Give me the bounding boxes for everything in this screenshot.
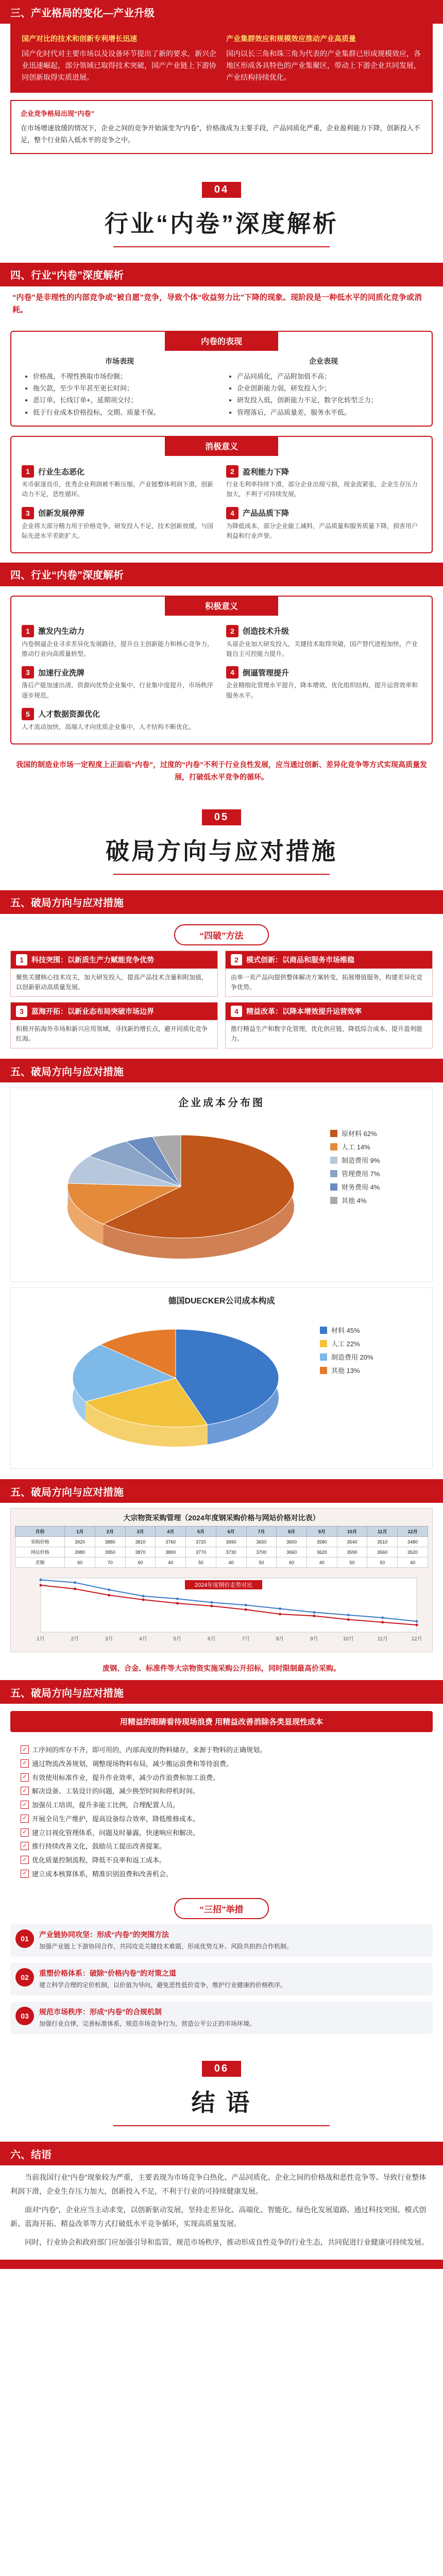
cost-distribution-chart bbox=[10, 1088, 433, 1282]
table-cell: 60 bbox=[125, 1557, 156, 1568]
sec3-left-body: 国产化时代对主要市场以及设备环节提出了新的要求，新兴企业迅速崛起，部分领域已取得技术突破，国产产业链上下游协同创新取得实质进展。 bbox=[22, 49, 216, 82]
three-moves-label: “三招”举措 bbox=[174, 1898, 269, 1919]
series-point bbox=[142, 1599, 145, 1601]
list-item-text: 解决设备、工装设计的问题，减少换型时间和停机时间。 bbox=[32, 1787, 200, 1795]
sec3-right-head: 产业集群效应和规模效应推动产业高质量 bbox=[226, 35, 356, 43]
number-badge: 3 bbox=[22, 666, 34, 679]
price-table bbox=[15, 1526, 428, 1568]
legend-label: 人工 14% bbox=[342, 1143, 370, 1151]
section-5-header bbox=[0, 890, 443, 914]
positive-item bbox=[22, 708, 217, 732]
check-icon: ✓ bbox=[21, 1787, 29, 1795]
check-icon: ✓ bbox=[21, 1745, 29, 1754]
list-item bbox=[21, 1855, 422, 1867]
list-item bbox=[21, 1800, 422, 1811]
method-desc: 推行精益生产和数字化管理，优化供应链，降低综合成本，提升盈利能力。 bbox=[231, 1025, 423, 1043]
table-cell: 60 bbox=[65, 1557, 95, 1568]
section-5e-title: 五、破局方向与应对措施 bbox=[10, 1687, 124, 1699]
table-cell: 3880 bbox=[95, 1537, 125, 1547]
section-5e-header bbox=[0, 1680, 443, 1704]
enterprise-list bbox=[228, 370, 419, 419]
step-head: 规范市场秩序：形成“内卷”的合规机制 bbox=[39, 2007, 162, 2016]
step-number: 01 bbox=[15, 1929, 34, 1948]
item-title: 创造技术升级 bbox=[243, 627, 289, 636]
table-cell: 3580 bbox=[306, 1537, 337, 1547]
section-3-header bbox=[0, 0, 443, 24]
item-title: 行业生态恶化 bbox=[38, 467, 85, 477]
item-title: 盈利能力下降 bbox=[243, 467, 289, 477]
step-desc: 加强行业自律，完善标准体系，规范市场竞争行为，营造公平公正的市场环境。 bbox=[39, 2020, 256, 2027]
x-tick-label: 5月 bbox=[173, 1636, 182, 1642]
section-4c-title: 四、行业“内卷”深度解析 bbox=[10, 570, 124, 582]
series-point bbox=[210, 1605, 213, 1607]
table-header: 5月 bbox=[186, 1527, 216, 1537]
four-methods-grid bbox=[0, 951, 443, 1049]
table-cell: 3690 bbox=[216, 1537, 246, 1547]
conclusion-paragraph: 同时，行业协会和政府部门应加强引导和监管，规范市场秩序，推动形成良性竞争的行业生态，共同促进行业健康可持续发展。 bbox=[25, 2238, 429, 2247]
x-tick-label: 6月 bbox=[208, 1636, 216, 1642]
price-table-title: 大宗物资采购管理（2024年度钢采购价格与网站价格对比表） bbox=[123, 1514, 320, 1522]
divider-05-title: 破局方向与应对措施 bbox=[106, 837, 337, 865]
list-item-text: 建立目视化管理体系，问题及时暴露，快速响应和解决。 bbox=[32, 1828, 200, 1837]
legend-swatch bbox=[320, 1367, 327, 1374]
table-cell: 3520 bbox=[398, 1547, 428, 1557]
divider-04-rule bbox=[113, 246, 330, 247]
series-point bbox=[108, 1589, 110, 1591]
table-cell: 3770 bbox=[186, 1547, 216, 1557]
step-number: 03 bbox=[15, 2007, 34, 2025]
step-head: 重塑价格体系：破除“价格内卷”的对策之道 bbox=[39, 1969, 176, 1977]
sec3-right bbox=[226, 33, 421, 83]
conclusion-paragraph: 当前我国行业“内卷”现象较为严重，主要表现为市场竞争白热化、产品同质化、企业之间的价格战和恶性竞争等。导致行业整体利润下滑，企业生存压力加大，创新投入不足，不利于行业的可持续健康发展。 bbox=[10, 2173, 427, 2195]
legend-label: 其他 4% bbox=[342, 1197, 367, 1205]
series-point bbox=[74, 1588, 76, 1590]
list-item: • 价格战，不理性换取市场份额； bbox=[33, 370, 215, 382]
market-list bbox=[24, 370, 215, 419]
table-cell: 3980 bbox=[65, 1547, 95, 1557]
table-cell: 网站价格 bbox=[15, 1547, 65, 1557]
list-item: • 拖欠款，至少半年甚至更长时间； bbox=[33, 382, 215, 394]
item-desc: 人才流动加快，高端人才向优质企业集中，人才结构不断优化。 bbox=[22, 723, 195, 731]
x-tick-label: 9月 bbox=[310, 1636, 318, 1642]
cost-pie-svg bbox=[11, 1109, 432, 1279]
check-icon: ✓ bbox=[21, 1815, 29, 1823]
table-cell: 50 bbox=[186, 1557, 216, 1568]
number-badge: 1 bbox=[22, 465, 34, 478]
legend-swatch bbox=[330, 1143, 337, 1150]
list-item: • 企业创新能力弱，研发投入少； bbox=[237, 382, 419, 394]
list-item bbox=[21, 1814, 422, 1825]
item-desc: 行业毛利率持续下滑，部分企业出现亏损，现金流紧张，企业生存压力加大，不利于可持续发展。 bbox=[226, 481, 418, 498]
legend-swatch bbox=[320, 1327, 327, 1334]
item-desc: 头部企业加大研发投入，关键技术取得突破，国产替代进程加快，产业链自主可控能力提升。 bbox=[226, 640, 418, 658]
table-cell: 3540 bbox=[337, 1537, 367, 1547]
table-header: 2月 bbox=[95, 1527, 125, 1537]
section-5d-header bbox=[0, 1479, 443, 1503]
method-box bbox=[225, 1002, 433, 1048]
series-point bbox=[176, 1602, 179, 1605]
table-cell: 3810 bbox=[125, 1537, 156, 1547]
legend-label: 制造费用 20% bbox=[331, 1353, 373, 1362]
x-tick-label: 7月 bbox=[242, 1636, 250, 1642]
number-badge: 1 bbox=[22, 625, 34, 637]
table-header: 11月 bbox=[367, 1527, 398, 1537]
number-badge: 2 bbox=[231, 954, 242, 965]
table-cell: 40 bbox=[306, 1557, 337, 1568]
item-title: 人才数据资源优化 bbox=[38, 710, 100, 719]
item-title: 倒逼管理提升 bbox=[243, 668, 289, 677]
table-cell: 70 bbox=[95, 1557, 125, 1568]
list-item bbox=[21, 1758, 422, 1770]
negative-item bbox=[226, 507, 421, 541]
item-title: 加速行业洗牌 bbox=[38, 668, 85, 677]
x-tick-label: 3月 bbox=[105, 1636, 113, 1642]
duecker-chart bbox=[10, 1287, 433, 1469]
table-cell: 3480 bbox=[398, 1537, 428, 1547]
series-point bbox=[313, 1611, 315, 1614]
table-cell: 3600 bbox=[277, 1537, 307, 1547]
series-point bbox=[313, 1615, 315, 1617]
divider-06-num: 06 bbox=[202, 2061, 241, 2077]
negative-item bbox=[226, 465, 421, 499]
table-cell: 3660 bbox=[277, 1547, 307, 1557]
steel-price-line-chart bbox=[15, 1568, 428, 1645]
table-header: 3月 bbox=[125, 1527, 156, 1537]
item-desc: 内卷倒逼企业寻求差异化发展路径，提升自主创新能力和核心竞争力，推动行业向高质量转型。 bbox=[22, 640, 214, 658]
item-desc: 劣币驱逐良币，优秀企业利润被不断压缩，产业链整体利润下滑，创新动力不足，恶性循环。 bbox=[22, 481, 214, 498]
table-cell: 3590 bbox=[337, 1547, 367, 1557]
table-header: 9月 bbox=[306, 1527, 337, 1537]
section-5b-title: 五、破局方向与应对措施 bbox=[10, 1066, 124, 1078]
conclusion-paragraph: 面对“内卷”，企业应当主动求变，以创新驱动发展，坚持走差异化、高端化、智能化、绿色化发展道路。通过科技突围、模式创新、蓝海开拓、精益改革等方式打破低水平竞争循环，实现高质量发展。 bbox=[10, 2206, 427, 2228]
cost-chart-title: 企业成本分布图 bbox=[178, 1097, 265, 1109]
section-6-title: 六、结语 bbox=[10, 2149, 52, 2161]
panel-manifestation-title: 内卷的表现 bbox=[165, 331, 278, 351]
step-head: 产业链协同攻坚：形成“内卷”的突围方法 bbox=[39, 1930, 169, 1939]
legend-label: 财务费用 4% bbox=[342, 1183, 380, 1192]
table-header-row bbox=[15, 1527, 428, 1537]
list-item bbox=[21, 1786, 422, 1798]
lean-banner: 用精益的眼睛看待现场浪费 用精益改善消除各类显现性成本 bbox=[10, 1711, 433, 1732]
item-desc: 企业精细化管理水平提升，降本增效，优化组织结构，提升运营效率和服务水平。 bbox=[226, 682, 418, 699]
method-title: 蓝海开拓：以新业态布局突破市场边界 bbox=[31, 1007, 154, 1015]
table-cell: 3800 bbox=[156, 1547, 186, 1557]
table-row bbox=[15, 1537, 428, 1547]
series-point bbox=[142, 1595, 145, 1598]
table-cell: 3920 bbox=[65, 1537, 95, 1547]
positive-item bbox=[22, 666, 217, 700]
panel-positive bbox=[10, 596, 433, 744]
panel-positive-title: 积极意义 bbox=[165, 596, 278, 616]
enterprise-column bbox=[228, 356, 419, 419]
series-point bbox=[245, 1604, 247, 1606]
check-icon: ✓ bbox=[21, 1801, 29, 1809]
method-box bbox=[10, 1002, 218, 1048]
table-cell: 40 bbox=[398, 1557, 428, 1568]
table-header: 4月 bbox=[156, 1527, 186, 1537]
method-title: 模式创新：以商品和服务市场维稳 bbox=[246, 955, 354, 964]
section-6-header bbox=[0, 2142, 443, 2165]
list-item-text: 推行持续改善文化，鼓励员工提出改善提案。 bbox=[32, 1842, 166, 1851]
market-column-head: 市场表现 bbox=[105, 357, 134, 365]
list-item: • 管理落后，产品质量差，服务水平低。 bbox=[237, 406, 419, 418]
item-title: 激发内生动力 bbox=[38, 627, 85, 636]
price-table-body bbox=[15, 1537, 428, 1568]
divider-04-num: 04 bbox=[202, 182, 241, 198]
section-4c-header bbox=[0, 563, 443, 586]
divider-04-title: 行业“内卷”深度解析 bbox=[105, 210, 338, 237]
legend-label: 人工 22% bbox=[331, 1340, 360, 1348]
duecker-pie-svg bbox=[11, 1306, 432, 1466]
divider-05-num: 05 bbox=[202, 809, 241, 825]
sec3-right-body: 国内以长三角和珠三角为代表的产业集群已形成规模效应，各地区形成各具特色的产业集聚区，带动上下游企业共同发展，产业结构持续优化。 bbox=[226, 49, 421, 82]
item-desc: 落后产能加速出清，资源向优势企业集中，行业集中度提升，市场秩序逐步规范。 bbox=[22, 682, 214, 699]
table-cell: 50 bbox=[246, 1557, 277, 1568]
list-item: • 研发投入低，创新能力不足，数字化转型乏力； bbox=[237, 394, 419, 406]
table-cell: 3950 bbox=[95, 1547, 125, 1557]
method-box bbox=[225, 951, 433, 997]
table-header: 7月 bbox=[246, 1527, 277, 1537]
section-3-title: 三、产业格局的变化—产业升级 bbox=[10, 7, 155, 19]
lean-check-list bbox=[10, 1739, 433, 1888]
table-cell: 差额 bbox=[15, 1557, 65, 1568]
sec4-lead: “内卷”是非理性的内部竞争或“被自愿”竞争，导致个体“收益努力比”下降的现象。现阶段是一种低水平的同质化竞争或消耗。 bbox=[12, 293, 422, 314]
table-cell: 40 bbox=[156, 1557, 186, 1568]
method-title: 科技突围：以新质生产力赋能竞争优势 bbox=[31, 955, 154, 964]
negative-item bbox=[22, 465, 217, 499]
legend-swatch bbox=[320, 1340, 327, 1347]
method-title: 精益改革：以降本增效提升运营效率 bbox=[246, 1007, 362, 1015]
panel-negative-title: 消极意义 bbox=[165, 436, 278, 456]
number-badge: 5 bbox=[22, 708, 34, 720]
legend-swatch bbox=[330, 1183, 337, 1191]
list-item-text: 优化质量控制流程，降低不良率和返工成本。 bbox=[32, 1856, 166, 1865]
number-badge: 3 bbox=[22, 507, 34, 519]
item-desc: 企业将大部分精力用于价格竞争，研发投入不足，技术创新放缓，与国际先进水平差距扩大。 bbox=[22, 522, 214, 539]
table-cell: 3760 bbox=[156, 1537, 186, 1547]
check-icon: ✓ bbox=[21, 1773, 29, 1782]
list-item-text: 建立成本核算体系，精准识别浪费和改善机会。 bbox=[32, 1870, 173, 1878]
series-point bbox=[279, 1607, 281, 1610]
check-icon: ✓ bbox=[21, 1842, 29, 1850]
number-badge: 4 bbox=[231, 1006, 242, 1017]
list-item: • 恶订单，长线订单+，延期项交付； bbox=[33, 394, 215, 406]
table-cell: 50 bbox=[337, 1557, 367, 1568]
section-5b-header bbox=[0, 1059, 443, 1082]
duecker-chart-title: 德国DUECKER公司成本构成 bbox=[168, 1297, 275, 1306]
series-point bbox=[347, 1614, 350, 1617]
number-badge: 2 bbox=[226, 625, 238, 637]
legend-swatch bbox=[330, 1130, 337, 1137]
sec3-left-head: 国产对比的技术和创新专利增长迅速 bbox=[22, 35, 137, 43]
series-point bbox=[416, 1624, 418, 1626]
procurement-summary: 废钢、合金、标准件等大宗物资实施采购公开招标，同时限制最高价采购。 bbox=[103, 1664, 340, 1673]
table-header: 月份 bbox=[15, 1527, 65, 1537]
list-item bbox=[21, 1841, 422, 1853]
legend-label: 管理费用 7% bbox=[342, 1170, 380, 1178]
list-item: • 产品同质化，产品附加值不高； bbox=[237, 370, 419, 382]
number-badge: 3 bbox=[16, 1006, 27, 1017]
section-4-title: 四、行业“内卷”深度解析 bbox=[10, 270, 124, 282]
list-item: • 低于行业成本价格投标，交期、质量不保。 bbox=[33, 406, 215, 418]
section-5-title: 五、破局方向与应对措施 bbox=[10, 897, 124, 909]
step-desc: 建立科学合理的定价机制，以价值为导向，避免恶性低价竞争，维护行业健康的价格秩序。 bbox=[39, 1981, 287, 1989]
series-point bbox=[416, 1620, 418, 1623]
list-item-text: 有效使用标准作业，提升作业效率，减少动作浪费和加工浪费。 bbox=[32, 1773, 220, 1782]
x-tick-label: 2月 bbox=[71, 1636, 79, 1642]
number-badge: 4 bbox=[226, 507, 238, 519]
check-icon: ✓ bbox=[21, 1856, 29, 1864]
divider-05 bbox=[0, 789, 443, 890]
list-item bbox=[21, 1744, 422, 1756]
table-cell: 3700 bbox=[246, 1547, 277, 1557]
market-column bbox=[24, 356, 215, 419]
positive-item bbox=[22, 625, 217, 659]
sec3-card-body: 在市场增速放缓的情况下，企业之间的竞争开始演变为“内卷”，价格战成为主要手段，产品同质化严重，企业盈利能力下降，创新投入不足，整个行业陷入低水平的竞争之中。 bbox=[21, 124, 420, 144]
method-box bbox=[10, 951, 218, 997]
table-cell: 50 bbox=[367, 1557, 398, 1568]
panel-manifestation bbox=[10, 331, 433, 427]
sec3-card bbox=[10, 100, 433, 154]
x-tick-label: 4月 bbox=[139, 1636, 147, 1642]
legend-swatch bbox=[320, 1353, 327, 1361]
divider-04 bbox=[0, 161, 443, 263]
series-point bbox=[347, 1618, 350, 1621]
list-item bbox=[21, 1869, 422, 1880]
item-desc: 为降低成本，部分企业偷工减料，产品质量和服务质量下降，损害用户利益和行业声誉。 bbox=[226, 522, 418, 539]
number-badge: 4 bbox=[226, 666, 238, 679]
table-header: 8月 bbox=[277, 1527, 307, 1537]
list-item-text: 工序间的库存不齐，即可用的，内部高度的物料储存，来源于物料的正确规划。 bbox=[32, 1746, 267, 1754]
table-row bbox=[15, 1557, 428, 1568]
series-point bbox=[279, 1613, 281, 1616]
sec3-red-block bbox=[10, 24, 433, 93]
table-cell: 3560 bbox=[367, 1547, 398, 1557]
sec3-left bbox=[22, 33, 217, 83]
table-header: 6月 bbox=[216, 1527, 246, 1537]
method-desc: 聚焦关键核心技术攻关，加大研发投入，提高产品技术含量和附加值，以创新驱动高质量发展。 bbox=[16, 973, 208, 991]
step-number: 02 bbox=[15, 1968, 34, 1987]
check-icon: ✓ bbox=[21, 1759, 29, 1768]
table-cell: 3730 bbox=[216, 1547, 246, 1557]
table-cell: 3870 bbox=[125, 1547, 156, 1557]
sec4-quote: 我国的制造业市场一定程度上正面临“内卷”，过度的“内卷”不利于行业良性发展，应当通过创新、差异化竞争等方式实现高质量发展，打破低水平竞争的循环。 bbox=[16, 760, 427, 781]
divider-06 bbox=[0, 2040, 443, 2142]
x-tick-label: 10月 bbox=[343, 1636, 354, 1642]
table-cell: 60 bbox=[277, 1557, 307, 1568]
list-item-text: 开展全员生产维护，提高设备综合效率，降低维修成本。 bbox=[32, 1815, 200, 1823]
number-badge: 1 bbox=[16, 954, 27, 965]
x-tick-label: 12月 bbox=[411, 1636, 422, 1642]
price-table-wrap bbox=[10, 1508, 433, 1652]
series-point bbox=[108, 1594, 110, 1597]
legend-label: 原材料 62% bbox=[342, 1130, 377, 1138]
table-header: 10月 bbox=[337, 1527, 367, 1537]
list-item bbox=[21, 1827, 422, 1839]
legend-swatch bbox=[330, 1157, 337, 1164]
list-item bbox=[21, 1772, 422, 1784]
table-cell: 3720 bbox=[186, 1537, 216, 1547]
section-4-header bbox=[0, 263, 443, 286]
step-item bbox=[10, 1924, 433, 1957]
divider-06-title: 结 语 bbox=[191, 2089, 252, 2116]
series-point bbox=[40, 1584, 42, 1587]
check-icon: ✓ bbox=[21, 1870, 29, 1878]
number-badge: 2 bbox=[226, 465, 238, 478]
table-header: 1月 bbox=[65, 1527, 95, 1537]
legend-swatch bbox=[330, 1170, 337, 1177]
three-moves-steps bbox=[10, 1924, 433, 2035]
four-methods-label: “四破”方法 bbox=[174, 924, 269, 945]
list-item-text: 通过物流改善规划，调整现场物料布局，减少搬运浪费和等待浪费。 bbox=[32, 1759, 233, 1768]
negative-item bbox=[22, 507, 217, 541]
item-title: 产品品质下降 bbox=[243, 509, 289, 518]
sec3-card-head: 企业竞争格局出现“内卷” bbox=[21, 110, 95, 118]
legend-label: 制造费用 9% bbox=[342, 1157, 380, 1165]
legend-label: 材料 45% bbox=[331, 1327, 360, 1335]
table-cell: 采购价格 bbox=[15, 1537, 65, 1547]
series-point bbox=[381, 1621, 384, 1624]
list-item-text: 加强员工培训，提升多能工比例，合理配置人员。 bbox=[32, 1801, 180, 1809]
divider-05-rule bbox=[113, 874, 330, 875]
table-cell: 3620 bbox=[306, 1547, 337, 1557]
footer-bar bbox=[0, 2260, 443, 2269]
section-5d-title: 五、破局方向与应对措施 bbox=[10, 1486, 124, 1498]
table-row bbox=[15, 1547, 428, 1557]
positive-item bbox=[226, 666, 421, 700]
series-point bbox=[40, 1579, 42, 1581]
x-tick-label: 11月 bbox=[377, 1636, 388, 1642]
table-cell: 3650 bbox=[246, 1537, 277, 1547]
divider-06-rule bbox=[113, 2125, 330, 2126]
x-tick-label: 1月 bbox=[37, 1636, 45, 1642]
series-point bbox=[245, 1608, 247, 1611]
series-point bbox=[210, 1601, 213, 1604]
positive-item bbox=[226, 625, 421, 659]
check-icon: ✓ bbox=[21, 1828, 29, 1837]
step-desc: 加强产业链上下游协同合作，共同攻克关键技术难题，形成优势互补、风险共担的合作机制。 bbox=[39, 1942, 293, 1950]
line-chart-title: 2024年度钢价走势对比 bbox=[194, 1582, 253, 1589]
table-header: 12月 bbox=[398, 1527, 428, 1537]
table-cell: 40 bbox=[216, 1557, 246, 1568]
enterprise-column-head: 企业表现 bbox=[309, 357, 338, 365]
legend-swatch bbox=[330, 1197, 337, 1204]
method-desc: 积极开拓海外市场和新兴应用领域，寻找新的增长点，避开同质化竞争红海。 bbox=[16, 1025, 208, 1043]
panel-negative bbox=[10, 436, 433, 553]
series-point bbox=[381, 1617, 384, 1619]
series-point bbox=[74, 1582, 76, 1584]
x-tick-label: 8月 bbox=[276, 1636, 284, 1642]
legend-label: 其他 13% bbox=[331, 1367, 360, 1375]
table-cell: 3510 bbox=[367, 1537, 398, 1547]
method-desc: 由单一卖产品向提供整体解决方案转变，拓展增值服务，构建差异化竞争优势。 bbox=[231, 973, 423, 991]
series-point bbox=[176, 1598, 179, 1600]
step-item bbox=[10, 1963, 433, 1995]
item-title: 创新发展停滞 bbox=[38, 509, 85, 518]
step-item bbox=[10, 2002, 433, 2034]
